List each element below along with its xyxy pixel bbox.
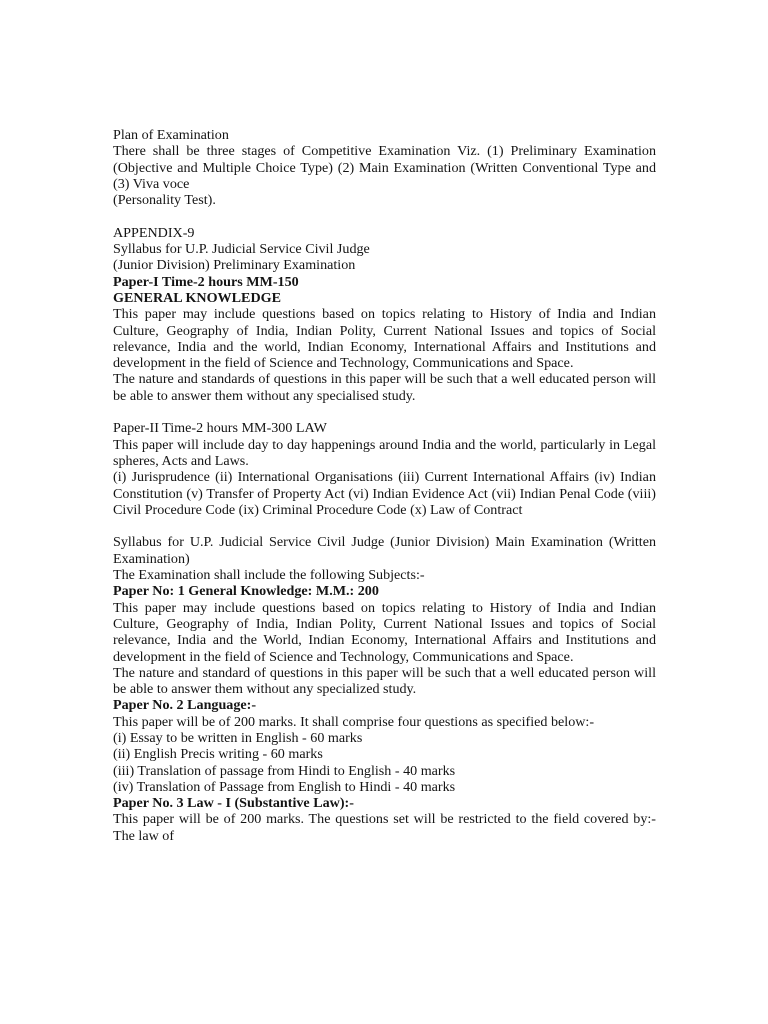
main-paper2-item: (iv) Translation of Passage from English to Hindi - 40 marks <box>113 778 456 795</box>
appendix-label: APPENDIX-9 <box>113 224 195 241</box>
plan-note: (Personality Test). <box>113 192 216 209</box>
prelim-paper2-topics: (i) Jurisprudence (ii) International Organisations (iii) Current International Affairs (iv) Indian Constitution (v) Transfer of Property Act (vi) Indian Evidence Act (vii) Indian Penal Code (viii) Civil Procedure Code (ix) Criminal Procedure Code (x) Law of Contract <box>113 469 656 518</box>
main-paper3-heading: Paper No. 3 Law - I (Substantive Law):- <box>113 795 354 812</box>
spacer <box>113 208 656 224</box>
document-page <box>113 127 656 844</box>
plan-text: There shall be three stages of Competitive Examination Viz. (1) Preliminary Examination (Objective and Multiple Choice Type) (2) Main Examination (Written Conventional Type and (3) Viva voce <box>113 143 656 192</box>
main-subjects-intro: The Examination shall include the following Subjects:- <box>113 567 425 584</box>
main-paper1-body: This paper may include questions based on topics relating to History of India and Indian Culture, Geography of India, Indian Polity, Current National Issues and topics of Social relevance, India and the World, Indian Economy, International Affairs and Institutions and development in the field of Science and Technology, Communications and Space. <box>113 599 656 665</box>
prelim-paper1-body: This paper may include questions based on topics relating to History of India and Indian Culture, Geography of India, Indian Polity, Current National Issues and topics of Social relevance, India and the world, Indian Economy, International Affairs and Institutions and development in the field of Science and Technology, Communications and Space. <box>113 306 656 372</box>
prelim-paper2-body: This paper will include day to day happenings around India and the world, particularly in Legal spheres, Acts and Laws. <box>113 436 656 469</box>
main-paper3-body: This paper will be of 200 marks. The questions set will be restricted to the field covered by:- The law of <box>113 811 656 844</box>
main-paper2-item: (ii) English Precis writing - 60 marks <box>113 746 323 763</box>
main-paper1-standard: The nature and standard of questions in this paper will be such that a well educated person will be able to answer them without any specialized study. <box>113 664 656 698</box>
prelim-paper1-heading: Paper-I Time-2 hours MM-150 <box>113 273 299 290</box>
prelim-syllabus-line1: Syllabus for U.P. Judicial Service Civil Judge <box>113 241 370 258</box>
prelim-paper1-subject: GENERAL KNOWLEDGE <box>113 289 281 306</box>
plan-heading: Plan of Examination <box>113 127 229 143</box>
main-paper2-item: (i) Essay to be written in English - 60 marks <box>113 729 363 746</box>
prelim-syllabus-line2: (Junior Division) Preliminary Examination <box>113 257 356 274</box>
main-syllabus: Syllabus for U.P. Judicial Service Civil Judge (Junior Division) Main Examination (Written Examination) <box>113 534 656 567</box>
prelim-paper2-heading: Paper-II Time-2 hours MM-300 LAW <box>113 420 327 437</box>
prelim-paper1-standard: The nature and standards of questions in this paper will be such that a well educated person will be able to answer them without any specialised study. <box>113 371 656 404</box>
main-paper2-intro: This paper will be of 200 marks. It shall comprise four questions as specified below:- <box>113 713 595 730</box>
spacer <box>113 518 656 534</box>
main-paper2-heading: Paper No. 2 Language:- <box>113 697 257 714</box>
main-paper2-item: (iii) Translation of passage from Hindi to English - 40 marks <box>113 762 456 779</box>
main-paper1-heading: Paper No: 1 General Knowledge: M.M.: 200 <box>113 583 379 600</box>
spacer <box>113 404 656 420</box>
